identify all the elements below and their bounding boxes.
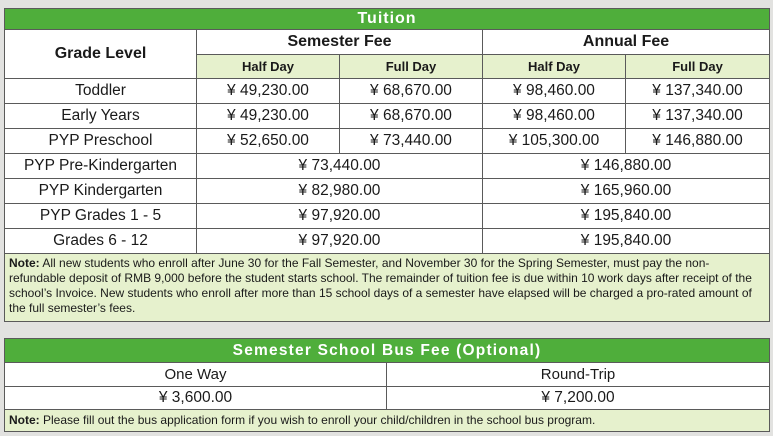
round-trip-header: Round-Trip <box>387 363 770 387</box>
annual-fee-header: Annual Fee <box>483 30 770 55</box>
semester-fee: ¥ 73,440.00 <box>197 154 483 179</box>
note-label: Note: <box>9 256 40 270</box>
table-row <box>5 204 770 229</box>
annual-half-day-fee: ¥ 98,460.00 <box>483 104 626 129</box>
semester-half-day-fee: ¥ 49,230.00 <box>197 104 340 129</box>
grade-name: Toddler <box>5 79 197 104</box>
semester-fee-header: Semester Fee <box>197 30 483 55</box>
annual-half-day-fee: ¥ 98,460.00 <box>483 79 626 104</box>
grade-name: Early Years <box>5 104 197 129</box>
grade-name: PYP Kindergarten <box>5 179 197 204</box>
grade-level-header: Grade Level <box>5 30 197 79</box>
one-way-header: One Way <box>5 363 387 387</box>
note-text: All new students who enroll after June 30 for the Fall Semester, and November 30 for the Spring Semester, must pay the non-refundable deposit of RMB 9,000 before the student starts school. The remainder of tuition fee is due within 10 work days after receipt of the school’s Invoice. New students who enroll after more than 15 school days of a semester have elapsed will be charged a pro-rated amount of the full semester’s fees. <box>9 256 752 315</box>
semester-half-day-header: Half Day <box>197 55 340 79</box>
bus-fee-title: Semester School Bus Fee (Optional) <box>5 339 770 363</box>
semester-fee: ¥ 82,980.00 <box>197 179 483 204</box>
note-text: Please fill out the bus application form if you wish to enroll your child/children in the school bus program. <box>39 413 596 427</box>
round-trip-fee: ¥ 7,200.00 <box>387 387 770 410</box>
tuition-title: Tuition <box>5 9 770 30</box>
bus-fee-table <box>4 338 770 432</box>
semester-full-day-fee: ¥ 73,440.00 <box>340 129 483 154</box>
semester-half-day-fee: ¥ 52,650.00 <box>197 129 340 154</box>
semester-full-day-fee: ¥ 68,670.00 <box>340 79 483 104</box>
table-row <box>5 129 770 154</box>
annual-half-day-header: Half Day <box>483 55 626 79</box>
grade-name: PYP Preschool <box>5 129 197 154</box>
table-row <box>5 179 770 204</box>
note-label: Note: <box>9 413 40 427</box>
grade-name: Grades 6 - 12 <box>5 229 197 254</box>
semester-full-day-fee: ¥ 68,670.00 <box>340 104 483 129</box>
annual-half-day-fee: ¥ 105,300.00 <box>483 129 626 154</box>
annual-full-day-header: Full Day <box>626 55 770 79</box>
semester-full-day-header: Full Day <box>340 55 483 79</box>
table-row <box>5 79 770 104</box>
annual-full-day-fee: ¥ 137,340.00 <box>626 104 770 129</box>
tuition-note <box>5 254 770 322</box>
one-way-fee: ¥ 3,600.00 <box>5 387 387 410</box>
semester-fee: ¥ 97,920.00 <box>197 204 483 229</box>
annual-fee: ¥ 195,840.00 <box>483 229 770 254</box>
table-row <box>5 104 770 129</box>
table-row <box>5 229 770 254</box>
grade-name: PYP Grades 1 - 5 <box>5 204 197 229</box>
bus-note <box>5 410 770 432</box>
table-row <box>5 154 770 179</box>
annual-fee: ¥ 146,880.00 <box>483 154 770 179</box>
grade-name: PYP Pre-Kindergarten <box>5 154 197 179</box>
tuition-table <box>4 8 770 322</box>
semester-half-day-fee: ¥ 49,230.00 <box>197 79 340 104</box>
annual-full-day-fee: ¥ 146,880.00 <box>626 129 770 154</box>
annual-fee: ¥ 165,960.00 <box>483 179 770 204</box>
annual-fee: ¥ 195,840.00 <box>483 204 770 229</box>
annual-full-day-fee: ¥ 137,340.00 <box>626 79 770 104</box>
semester-fee: ¥ 97,920.00 <box>197 229 483 254</box>
